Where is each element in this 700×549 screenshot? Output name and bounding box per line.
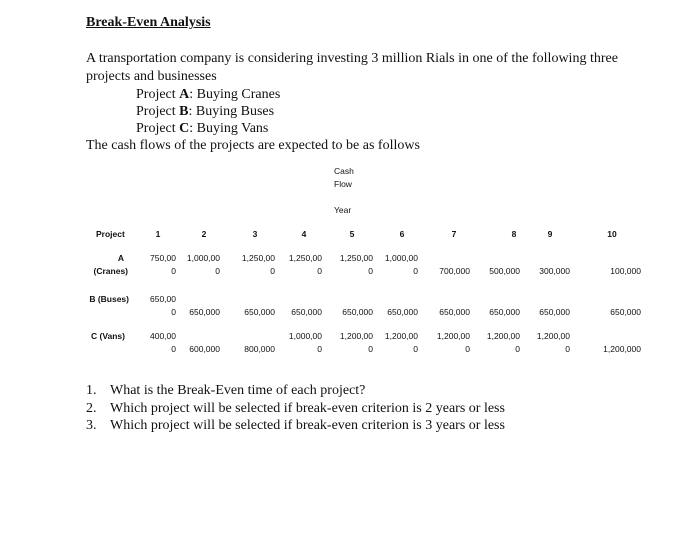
- year-header: 6: [399, 229, 405, 239]
- row-label-bottom: (Cranes): [93, 266, 128, 276]
- table-cell: [358, 293, 418, 319]
- cell-line-2: 600,000: [189, 344, 220, 354]
- question-text: Which project will be selected if break-even criterion is 2 years or less: [110, 401, 505, 416]
- cell-line-1: 400,00: [150, 331, 176, 341]
- cell-line-2: 1,200,000: [603, 344, 641, 354]
- question-number: 3.: [86, 418, 97, 433]
- cell-line-1: 1,200,00: [536, 331, 570, 341]
- cell-line-2: 0: [171, 266, 176, 276]
- table-cell: [581, 252, 641, 278]
- intro-line-2: projects and businesses: [86, 69, 217, 84]
- cell-line-2: 300,000: [539, 266, 570, 276]
- year-header: 7: [451, 229, 457, 239]
- row-label-bottom: C (Vans): [90, 331, 125, 341]
- project-prefix: Project: [136, 87, 180, 102]
- cell-line-1: 1,250,00: [288, 253, 322, 263]
- table-cell: [581, 330, 641, 356]
- cash-label: Cash: [334, 166, 354, 176]
- cell-line-2: 650,000: [439, 307, 470, 317]
- cell-line-2: 0: [465, 344, 470, 354]
- cell-line-1: 750,00: [150, 253, 176, 263]
- project-prefix: Project: [136, 121, 180, 136]
- cell-line-2: 0: [413, 266, 418, 276]
- cell-line-2: 0: [368, 344, 373, 354]
- cell-line-2: 800,000: [244, 344, 275, 354]
- year-header: 4: [301, 229, 307, 239]
- table-cell: [510, 293, 570, 319]
- cell-line-2: 0: [215, 266, 220, 276]
- question-1: [86, 383, 365, 399]
- table-cell: [160, 252, 220, 278]
- row-label-top: A: [117, 253, 124, 263]
- table-cell: [358, 330, 418, 356]
- question-3: [86, 418, 505, 434]
- table-cell: [358, 252, 418, 278]
- cell-line-1: [581, 293, 641, 306]
- year-header: 3: [252, 229, 258, 239]
- cell-line-1: [510, 252, 570, 265]
- table-cell: [160, 293, 220, 319]
- project-prefix: Project: [136, 104, 180, 119]
- question-text: Which project will be selected if break-even criterion is 3 years or less: [110, 418, 505, 433]
- row-label-bottom: B (Buses): [89, 294, 129, 304]
- flow-label: Flow: [334, 179, 352, 189]
- cell-line-2: 0: [317, 344, 322, 354]
- cell-line-2: 650,000: [610, 307, 641, 317]
- cell-line-1: 1,000,00: [288, 331, 322, 341]
- cell-line-2: 0: [413, 344, 418, 354]
- table-cell: [510, 252, 570, 278]
- year-header: 10: [607, 229, 617, 239]
- cell-line-1: 650,00: [150, 294, 176, 304]
- cell-line-1: [510, 293, 570, 306]
- project-letter: B: [179, 104, 189, 119]
- cell-line-2: 650,000: [291, 307, 322, 317]
- cell-line-2: 100,000: [610, 266, 641, 276]
- cell-line-2: 0: [171, 307, 176, 317]
- cell-line-1: 1,000,00: [186, 253, 220, 263]
- cell-line-2: 650,000: [539, 307, 570, 317]
- project-column-header: Project: [96, 229, 125, 239]
- question-number: 2.: [86, 401, 97, 416]
- project-text: : Buying Cranes: [189, 87, 281, 102]
- cell-line-1: 1,200,00: [486, 331, 520, 341]
- table-cell: [510, 330, 570, 356]
- cell-line-1: 1,250,00: [241, 253, 275, 263]
- year-label: Year: [334, 205, 352, 215]
- cell-line-2: 650,000: [387, 307, 418, 317]
- cell-line-2: 500,000: [489, 266, 520, 276]
- project-b-line: [136, 104, 274, 120]
- page-title: Break-Even Analysis: [86, 15, 211, 30]
- cell-line-2: 0: [515, 344, 520, 354]
- project-letter: C: [179, 121, 190, 136]
- cell-line-2: 700,000: [439, 266, 470, 276]
- project-text: : Buying Buses: [188, 104, 275, 119]
- cell-line-2: 650,000: [342, 307, 373, 317]
- cell-line-2: 650,000: [244, 307, 275, 317]
- cell-line-2: 0: [368, 266, 373, 276]
- question-2: [86, 401, 505, 417]
- cashflow-intro: The cash flows of the projects are expected to be as follows: [86, 138, 420, 153]
- project-a-line: [136, 87, 280, 103]
- cell-line-1: [581, 330, 641, 343]
- cell-line-1: [160, 293, 220, 306]
- cell-line-1: [358, 293, 418, 306]
- cell-line-1: 1,200,00: [384, 331, 418, 341]
- question-number: 1.: [86, 383, 97, 398]
- cell-line-1: 1,250,00: [339, 253, 373, 263]
- year-header: 1: [155, 229, 161, 239]
- question-text: What is the Break-Even time of each project?: [110, 383, 366, 398]
- intro-line-1: A transportation company is considering investing 3 million Rials in one of the following three: [86, 51, 618, 66]
- project-letter: A: [179, 87, 190, 102]
- cell-line-1: [160, 330, 220, 343]
- cell-line-1: 1,200,00: [436, 331, 470, 341]
- cell-line-1: 1,000,00: [384, 253, 418, 263]
- cell-line-1: 1,200,00: [339, 331, 373, 341]
- cell-line-2: 650,000: [489, 307, 520, 317]
- year-header: 2: [201, 229, 207, 239]
- year-header: 8: [511, 229, 517, 239]
- table-cell: [160, 330, 220, 356]
- project-text: : Buying Vans: [189, 121, 269, 136]
- cell-line-2: 0: [171, 344, 176, 354]
- project-c-line: [136, 121, 268, 137]
- year-header: 5: [349, 229, 355, 239]
- cell-line-2: 0: [565, 344, 570, 354]
- cell-line-2: 650,000: [189, 307, 220, 317]
- table-cell: [581, 293, 641, 319]
- cell-line-2: 0: [270, 266, 275, 276]
- cell-line-1: [581, 252, 641, 265]
- year-header: 9: [547, 229, 553, 239]
- cell-line-2: 0: [317, 266, 322, 276]
